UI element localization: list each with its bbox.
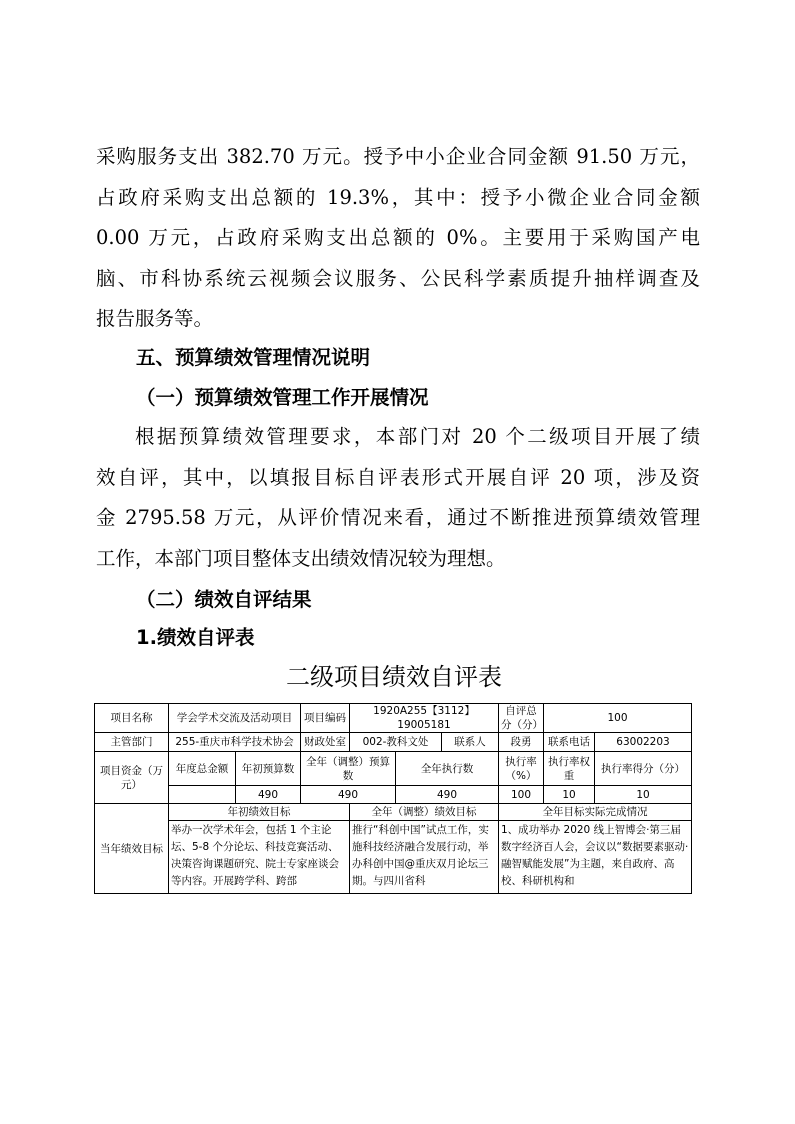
value-initial-budget: 490 <box>236 786 301 804</box>
header-execution-rate: 执行率（%） <box>499 752 544 786</box>
value-department: 255-重庆市科学技术协会 <box>169 733 301 752</box>
value-project-code: 1920A255【3112】19005181 <box>350 704 499 733</box>
table-row <box>95 733 692 752</box>
table-row <box>95 821 692 894</box>
label-project-fund: 项目资金（万元） <box>95 752 169 804</box>
value-annual-execution: 490 <box>396 786 499 804</box>
actual-completion-text: 1、成功举办 2020 线上智博会·第三届数字经济百人会，会议以“数据要素驱动·融智赋能发展”为主题，来自政府、高校、科研机构和 <box>501 824 689 887</box>
text-line: 效自评，其中，以填报目标自评表形式开展自评 20 项，涉及资 <box>96 465 700 489</box>
paragraph-performance <box>96 417 700 579</box>
value-project-name: 学会学术交流及活动项目 <box>169 704 301 733</box>
evaluation-table <box>94 703 692 894</box>
label-annual-goal: 当年绩效目标 <box>95 804 169 894</box>
cell-actual-completion <box>499 821 692 894</box>
header-adjusted-budget: 全年（调整）预算数 <box>301 752 396 786</box>
text-line: 脑、市科协系统云视频会议服务、公民科学素质提升抽样调查及 <box>96 266 700 290</box>
table-row <box>95 786 692 804</box>
value-rate-score: 10 <box>595 786 692 804</box>
value-phone: 63002203 <box>595 733 692 752</box>
cell-adjusted-goal <box>350 821 499 894</box>
value-finance-office: 002-教科文处 <box>350 733 442 752</box>
subsection-heading: （一）预算绩效管理工作开展情况 <box>136 386 429 409</box>
table-title: 二级项目绩效自评表 <box>286 663 502 691</box>
table-row <box>95 804 692 821</box>
header-initial-goal: 年初绩效目标 <box>169 804 350 821</box>
value-contact: 段勇 <box>499 733 544 752</box>
header-annual-execution: 全年执行数 <box>396 752 499 786</box>
header-annual-total: 年度总金额 <box>169 752 236 786</box>
initial-goal-text: 举办一次学术年会，包括 1 个主论坛、5-8 个分论坛、科技竞赛活动、决策咨询课题研究、院士专家座谈会等内容。开展跨学科、跨部 <box>171 824 339 887</box>
text-line: 采购服务支出 382.70 万元。授予中小企业合同金额 91.50 万元， <box>96 145 700 168</box>
value-adjusted-budget: 490 <box>301 786 396 804</box>
label-project-code: 项目编码 <box>301 704 350 733</box>
label-contact: 联系人 <box>442 733 499 752</box>
text-line: 工作，本部门项目整体支出绩效情况较为理想。 <box>96 546 506 570</box>
text-line: 0.00 万元，占政府采购支出总额的 0%。主要用于采购国产电 <box>96 226 700 250</box>
label-project-name: 项目名称 <box>95 704 169 733</box>
cell-initial-goal <box>169 821 350 894</box>
label-phone: 联系电话 <box>544 733 595 752</box>
sub-subsection-heading: 1.绩效自评表 <box>136 626 255 649</box>
value-self-score: 100 <box>544 704 692 733</box>
text-line: 报告服务等。 <box>96 307 214 331</box>
header-actual-completion: 全年目标实际完成情况 <box>499 804 692 821</box>
value-rate-weight: 10 <box>544 786 595 804</box>
adjusted-goal-text: 推行“科创中国”试点工作，实施科技经济融合发展行动，举办科创中国@重庆双月论坛三期。与四川省科 <box>352 824 489 887</box>
paragraph-procurement <box>96 137 700 340</box>
subsection-heading: （二）绩效自评结果 <box>136 588 312 611</box>
header-adjusted-goal: 全年（调整）绩效目标 <box>350 804 499 821</box>
header-rate-weight: 执行率权重 <box>544 752 595 786</box>
text-line: 金 2795.58 万元，从评价情况来看，通过不断推进预算绩效管理 <box>96 506 700 530</box>
text-line: 根据预算绩效管理要求，本部门对 20 个二级项目开展了绩 <box>135 425 700 448</box>
header-rate-score: 执行率得分（分） <box>595 752 692 786</box>
text-line: 占政府采购支出总额的 19.3%，其中：授予小微企业合同金额 <box>96 185 700 209</box>
value-annual-total <box>169 786 236 804</box>
label-department: 主管部门 <box>95 733 169 752</box>
table-row <box>95 752 692 786</box>
header-initial-budget: 年初预算数 <box>236 752 301 786</box>
value-execution-rate: 100 <box>499 786 544 804</box>
section-heading: 五、预算绩效管理情况说明 <box>136 346 371 369</box>
table-row <box>95 704 692 733</box>
label-finance-office: 财政处室 <box>301 733 350 752</box>
label-self-score: 自评总分（分） <box>499 704 544 733</box>
